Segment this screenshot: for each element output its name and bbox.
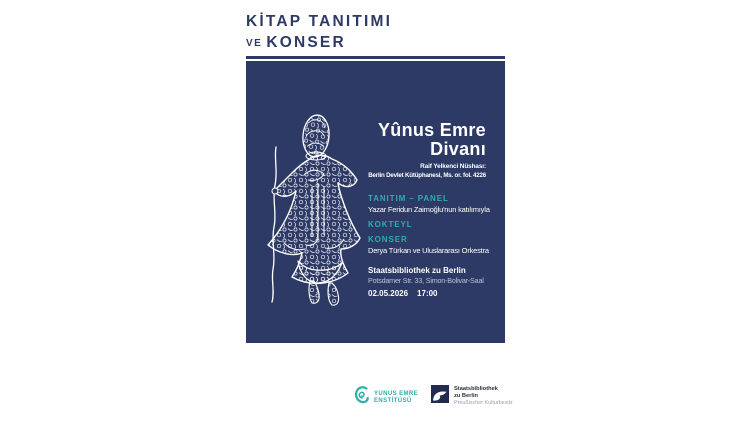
yee-logo-text — [374, 391, 418, 405]
event-item-panel — [368, 194, 490, 215]
footer-logos — [0, 384, 750, 410]
title-divider-rule — [246, 56, 505, 59]
heading-line-1: Yûnus Emre — [377, 120, 486, 140]
dervish-calligram-illustration — [254, 111, 376, 316]
staatsbibliothek-logo — [431, 385, 513, 408]
event-label: KOKTEYL — [368, 220, 413, 229]
dervish-calligram-svg — [254, 111, 376, 316]
event-date: 02.05.2026 — [368, 289, 409, 298]
sbb-eagle-icon — [431, 385, 449, 408]
yee-spiral-icon — [354, 385, 370, 410]
manuscript-note-2: Berlin Devlet Kütüphanesi, Ms. or. fol. 4226 — [368, 171, 486, 179]
event-detail: Yazar Feridun Zaimoğlu'nun katılımıyla — [368, 205, 490, 214]
heading-line-2: Divanı — [430, 139, 486, 159]
venue-name: Staatsbibliothek zu Berlin — [368, 266, 466, 275]
manuscript-note-1: Raif Yelkenci Nüshası: — [420, 163, 486, 170]
sbb-line-2: zu Berlin — [454, 392, 479, 399]
event-item-konser — [368, 235, 490, 256]
sbb-line-3: Preußischer Kulturbesitz — [454, 400, 513, 407]
sbb-line-1: Staatsbibliothek — [454, 386, 498, 393]
title-ve: VE — [246, 38, 263, 49]
poster-panel — [246, 61, 505, 343]
yunus-emre-institute-logo — [354, 385, 418, 410]
venue-address: Potsdamer Str. 33, Simon-Bolivar-Saal — [368, 276, 484, 285]
event-detail: Derya Türkan ve Uluslararası Orkestra — [368, 246, 489, 255]
sbb-logo-text — [454, 386, 513, 407]
yee-line-1: YUNUS EMRE — [374, 390, 419, 397]
yee-line-2: ENSTİTÜSÜ — [374, 397, 412, 404]
title-line-1: KİTAP TANITIMI — [246, 13, 393, 30]
poster-heading — [368, 121, 486, 180]
event-list — [368, 194, 490, 261]
title-konser: KONSER — [266, 34, 346, 51]
event-label: KONSER — [368, 235, 408, 244]
venue-info — [368, 266, 484, 299]
event-datetime — [368, 289, 484, 299]
event-label: TANITIM – PANEL — [368, 194, 449, 203]
event-item-kokteyl — [368, 220, 490, 230]
title-line-2 — [246, 33, 392, 54]
page-title — [246, 11, 392, 54]
event-time: 17:00 — [417, 289, 438, 298]
